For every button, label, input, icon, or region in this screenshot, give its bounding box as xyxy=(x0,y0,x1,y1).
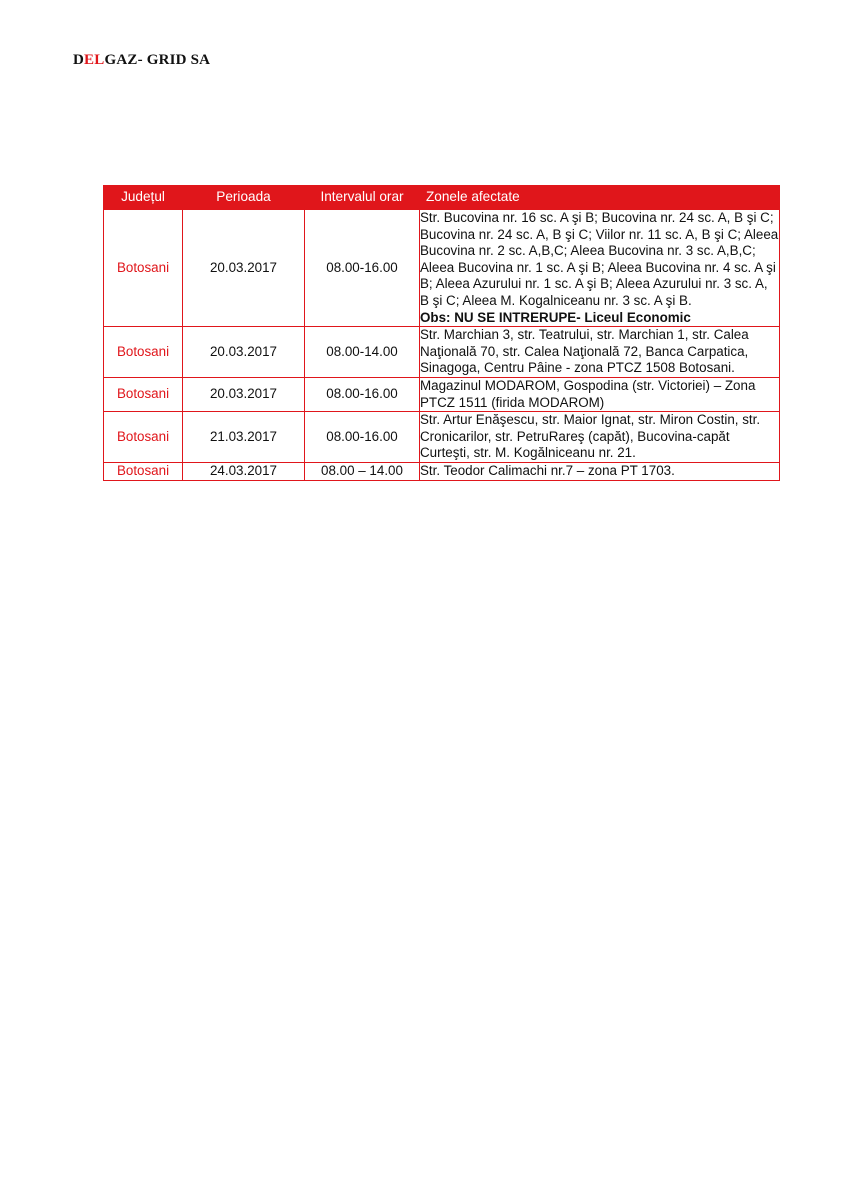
brand-suffix: GAZ- GRID SA xyxy=(104,52,211,68)
interval-cell: 08.00-14.00 xyxy=(305,327,420,378)
table-row xyxy=(104,327,780,378)
exception-note: Obs: NU SE INTRERUPE- Liceul Economic xyxy=(420,309,691,325)
period-cell: 20.03.2017 xyxy=(183,327,305,378)
interval-cell: 08.00 – 14.00 xyxy=(305,462,420,480)
interval-cell: 08.00-16.00 xyxy=(305,412,420,463)
period-cell: 24.03.2017 xyxy=(183,462,305,480)
period-cell: 20.03.2017 xyxy=(183,377,305,411)
table-row xyxy=(104,377,780,411)
table-row xyxy=(104,412,780,463)
zones-cell: Str. Artur Enăşescu, str. Maior Ignat, str. Miron Costin, str. Cronicarilor, str. PetruRareş (capăt), Bucovina-capăt Curteşti, str. M. Kogălniceanu nr. 21. xyxy=(420,412,780,463)
table-header-row xyxy=(104,186,780,210)
county-cell: Botosani xyxy=(104,412,183,463)
period-cell: 21.03.2017 xyxy=(183,412,305,463)
column-header-period: Perioada xyxy=(183,186,305,210)
table-row xyxy=(104,210,780,327)
column-header-county: Județul xyxy=(104,186,183,210)
zones-cell: Magazinul MODAROM, Gospodina (str. Victoriei) – Zona PTCZ 1511 (firida MODAROM) xyxy=(420,377,780,411)
county-cell: Botosani xyxy=(104,210,183,327)
table-row xyxy=(104,462,780,480)
county-cell: Botosani xyxy=(104,327,183,378)
outage-schedule-table xyxy=(103,185,780,481)
column-header-zones: Zonele afectate xyxy=(420,186,780,210)
zones-cell: Str. Teodor Calimachi nr.7 – zona PT 1703. xyxy=(420,462,780,480)
brand-prefix: D xyxy=(73,52,85,68)
brand-red-part: EL xyxy=(84,52,105,68)
company-logo-text xyxy=(73,52,210,69)
county-cell: Botosani xyxy=(104,462,183,480)
column-header-interval: Intervalul orar xyxy=(305,186,420,210)
interval-cell: 08.00-16.00 xyxy=(305,377,420,411)
period-cell: 20.03.2017 xyxy=(183,210,305,327)
interval-cell: 08.00-16.00 xyxy=(305,210,420,327)
zones-text: Str. Bucovina nr. 16 sc. A şi B; Bucovina nr. 24 sc. A, B şi C; Bucovina nr. 24 sc. A, B şi C; Viilor nr. 11 sc. A, B şi C; Aleea Bucovina nr. 2 sc. A,B,C; Aleea Bucovina nr. 3 sc. A,B,C; Aleea Bucovina nr. 1 sc. A şi B; Aleea Bucovina nr. 4 sc. A şi B; Aleea Azurului nr. 1 sc. A şi B; Aleea Azurului nr. 3 sc. A, B şi C; Aleea M. Kogalniceanu nr. 3 sc. A şi B. xyxy=(420,210,779,308)
county-cell: Botosani xyxy=(104,377,183,411)
zones-cell xyxy=(420,210,780,327)
zones-cell: Str. Marchian 3, str. Teatrului, str. Marchian 1, str. Calea Naţională 70, str. Calea Naţională 72, Banca Carpatica, Sinagoga, Centru Pâine - zona PTCZ 1508 Botosani. xyxy=(420,327,780,378)
